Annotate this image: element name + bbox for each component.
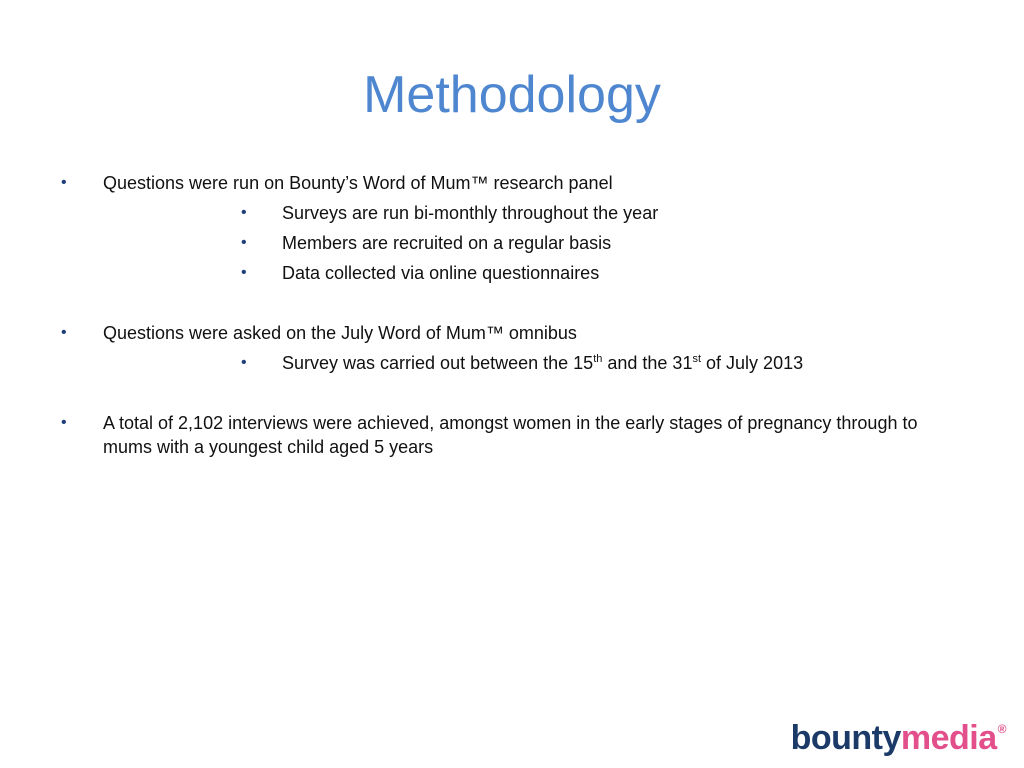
bullet-text: A total of 2,102 interviews were achieved, amongst women in the early stages of pregnancy through to mums with a youngest child aged 5 years: [103, 413, 918, 457]
ordinal-suffix: th: [593, 353, 603, 365]
bountymedia-logo: [791, 709, 1006, 758]
bullet-dot-icon: •: [241, 264, 247, 281]
bullet-dot-icon: •: [61, 414, 67, 431]
survey-dates-text-2: and the 31: [602, 353, 693, 373]
bullet-dot-icon: •: [241, 354, 247, 371]
sub-bullet-text: [282, 351, 922, 375]
bullet-dot-icon: •: [61, 324, 67, 341]
ordinal-suffix: st: [692, 353, 702, 365]
sub-bullet-text: Surveys are run bi-monthly throughout the year: [282, 203, 659, 223]
survey-dates-text-3: of July 2013: [701, 353, 804, 373]
sub-bullet-text: Data collected via online questionnaires: [282, 263, 600, 283]
bullet-text: Questions were asked on the July Word of Mum™ omnibus: [103, 323, 577, 343]
slide-title: Methodology: [363, 66, 661, 124]
logo-part-media: media: [900, 719, 997, 757]
logo-part-bounty: bounty: [790, 719, 901, 757]
sub-bullet-text: Members are recruited on a regular basis: [282, 233, 612, 253]
bullet-dot-icon: •: [241, 204, 247, 221]
bullet-dot-icon: •: [61, 174, 67, 191]
survey-dates-text-1: Survey was carried out between the 15: [282, 353, 594, 373]
bullet-dot-icon: •: [241, 234, 247, 251]
bullet-text: Questions were run on Bounty’s Word of Mum™ research panel: [103, 173, 613, 193]
registered-mark: ®: [997, 722, 1006, 736]
